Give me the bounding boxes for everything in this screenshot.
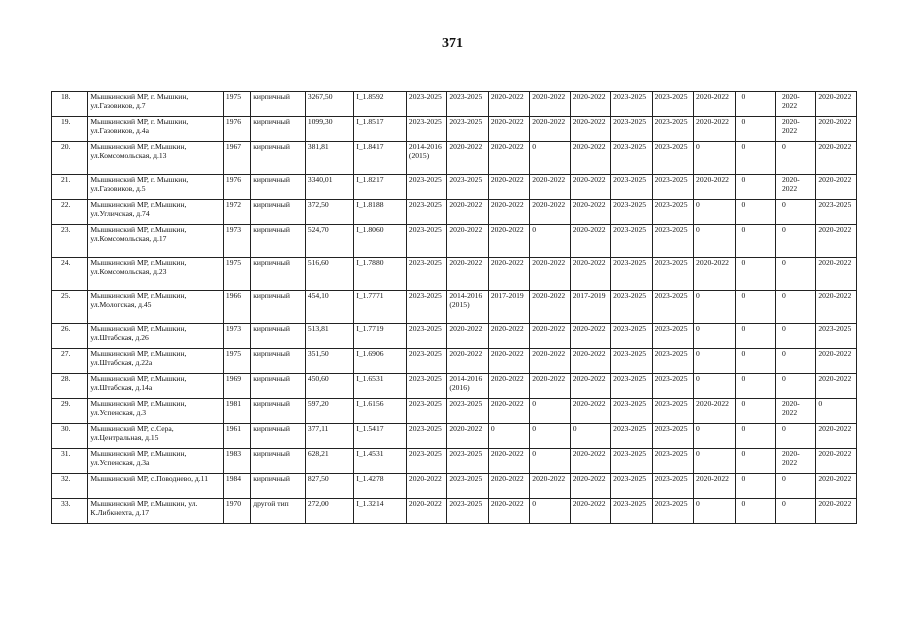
period-cell-c11: 2020-2022 bbox=[816, 449, 857, 474]
period-cell-c3: 2020-2022 bbox=[488, 142, 529, 175]
area-cell: 524,70 bbox=[305, 225, 354, 258]
year-cell: 1976 bbox=[223, 175, 250, 200]
period-cell-c2: 2023-2025 bbox=[447, 449, 488, 474]
material-cell: кирпичный bbox=[251, 399, 306, 424]
period-cell-c1: 2023-2025 bbox=[406, 374, 446, 399]
period-cell-c8: 0 bbox=[694, 142, 735, 175]
period-cell-c5: 2020-2022 bbox=[570, 399, 610, 424]
period-cell-c9: 0 bbox=[735, 499, 775, 524]
row-number: 32. bbox=[52, 474, 88, 499]
period-cell-c11: 2020-2022 bbox=[816, 374, 857, 399]
table-row bbox=[52, 349, 857, 374]
period-cell-c5: 2020-2022 bbox=[570, 225, 610, 258]
address-cell: Мышкинский МР, г.Мышкин, ул.Мологская, д.45 bbox=[88, 291, 224, 324]
row-number: 23. bbox=[52, 225, 88, 258]
row-number: 24. bbox=[52, 258, 88, 291]
period-cell-c3: 2020-2022 bbox=[488, 324, 529, 349]
period-cell-c7: 2023-2025 bbox=[652, 175, 693, 200]
address-cell: Мышкинский МР, г.Мышкин, ул.Успенская, д.3 bbox=[88, 399, 224, 424]
period-cell-c11: 2020-2022 bbox=[816, 92, 857, 117]
period-cell-c1: 2020-2022 bbox=[406, 474, 446, 499]
material-cell: кирпичный bbox=[251, 258, 306, 291]
area-cell: 597,20 bbox=[305, 399, 354, 424]
period-cell-c10: 0 bbox=[775, 424, 815, 449]
period-cell-c6: 2023-2025 bbox=[611, 142, 652, 175]
period-cell-c3: 2020-2022 bbox=[488, 499, 529, 524]
area-cell: 3340,01 bbox=[305, 175, 354, 200]
period-cell-c9: 0 bbox=[735, 424, 775, 449]
row-number: 33. bbox=[52, 499, 88, 524]
period-cell-c7: 2023-2025 bbox=[652, 258, 693, 291]
area-cell: 513,81 bbox=[305, 324, 354, 349]
code-cell: I_1.5417 bbox=[354, 424, 407, 449]
period-cell-c7: 2023-2025 bbox=[652, 142, 693, 175]
year-cell: 1973 bbox=[223, 225, 250, 258]
period-cell-c10: 0 bbox=[775, 374, 815, 399]
year-cell: 1973 bbox=[223, 324, 250, 349]
area-cell: 3267,50 bbox=[305, 92, 354, 117]
period-cell-c2: 2023-2025 bbox=[447, 117, 488, 142]
table-row bbox=[52, 374, 857, 399]
period-cell-c5: 2020-2022 bbox=[570, 324, 610, 349]
code-cell: I_1.8417 bbox=[354, 142, 407, 175]
period-cell-c11: 2023-2025 bbox=[816, 324, 857, 349]
period-cell-c10: 0 bbox=[775, 258, 815, 291]
year-cell: 1966 bbox=[223, 291, 250, 324]
period-cell-c2: 2020-2022 bbox=[447, 324, 488, 349]
area-cell: 450,60 bbox=[305, 374, 354, 399]
period-cell-c6: 2023-2025 bbox=[611, 117, 652, 142]
area-cell: 1099,30 bbox=[305, 117, 354, 142]
period-cell-c8: 0 bbox=[694, 449, 735, 474]
period-cell-c9: 0 bbox=[735, 374, 775, 399]
period-cell-c8: 0 bbox=[694, 200, 735, 225]
material-cell: другой тип bbox=[251, 499, 306, 524]
period-cell-c1: 2023-2025 bbox=[406, 424, 446, 449]
period-cell-c5: 2020-2022 bbox=[570, 449, 610, 474]
period-cell-c4: 2020-2022 bbox=[530, 200, 570, 225]
period-cell-c7: 2023-2025 bbox=[652, 324, 693, 349]
period-cell-c2: 2020-2022 bbox=[447, 258, 488, 291]
period-cell-c10: 0 bbox=[775, 142, 815, 175]
material-cell: кирпичный bbox=[251, 324, 306, 349]
period-cell-c4: 2020-2022 bbox=[530, 374, 570, 399]
table-row bbox=[52, 474, 857, 499]
code-cell: I_1.8592 bbox=[354, 92, 407, 117]
period-cell-c6: 2023-2025 bbox=[611, 175, 652, 200]
table-row bbox=[52, 225, 857, 258]
material-cell: кирпичный bbox=[251, 117, 306, 142]
period-cell-c3: 2020-2022 bbox=[488, 175, 529, 200]
period-cell-c11: 2020-2022 bbox=[816, 225, 857, 258]
period-cell-c9: 0 bbox=[735, 175, 775, 200]
period-cell-c1: 2023-2025 bbox=[406, 349, 446, 374]
material-cell: кирпичный bbox=[251, 349, 306, 374]
period-cell-c5: 0 bbox=[570, 424, 610, 449]
address-cell: Мышкинский МР, г.Мышкин, ул.Успенская, д.3а bbox=[88, 449, 224, 474]
code-cell: I_1.6531 bbox=[354, 374, 407, 399]
code-cell: I_1.3214 bbox=[354, 499, 407, 524]
period-cell-c4: 2020-2022 bbox=[530, 258, 570, 291]
code-cell: I_1.8217 bbox=[354, 175, 407, 200]
code-cell: I_1.4531 bbox=[354, 449, 407, 474]
year-cell: 1975 bbox=[223, 258, 250, 291]
period-cell-c1: 2023-2025 bbox=[406, 258, 446, 291]
code-cell: I_1.6156 bbox=[354, 399, 407, 424]
period-cell-c3: 2020-2022 bbox=[488, 200, 529, 225]
period-cell-c7: 2023-2025 bbox=[652, 225, 693, 258]
period-cell-c7: 2023-2025 bbox=[652, 200, 693, 225]
table-row bbox=[52, 175, 857, 200]
code-cell: I_1.8188 bbox=[354, 200, 407, 225]
address-cell: Мышкинский МР, г. Мышкин, ул.Газовиков, д.5 bbox=[88, 175, 224, 200]
table-row bbox=[52, 258, 857, 291]
table-row bbox=[52, 499, 857, 524]
period-cell-c7: 2023-2025 bbox=[652, 499, 693, 524]
row-number: 20. bbox=[52, 142, 88, 175]
period-cell-c3: 2020-2022 bbox=[488, 449, 529, 474]
period-cell-c3: 2020-2022 bbox=[488, 225, 529, 258]
row-number: 19. bbox=[52, 117, 88, 142]
period-cell-c10: 2020-2022 bbox=[775, 449, 815, 474]
period-cell-c10: 0 bbox=[775, 474, 815, 499]
table-body bbox=[52, 92, 857, 524]
year-cell: 1976 bbox=[223, 117, 250, 142]
address-cell: Мышкинский МР, г.Мышкин, ул.Штабская, д.14а bbox=[88, 374, 224, 399]
period-cell-c2: 2023-2025 bbox=[447, 474, 488, 499]
period-cell-c3: 2020-2022 bbox=[488, 92, 529, 117]
period-cell-c6: 2023-2025 bbox=[611, 474, 652, 499]
period-cell-c1: 2023-2025 bbox=[406, 175, 446, 200]
period-cell-c10: 0 bbox=[775, 499, 815, 524]
period-cell-c5: 2020-2022 bbox=[570, 499, 610, 524]
material-cell: кирпичный bbox=[251, 225, 306, 258]
period-cell-c3: 2020-2022 bbox=[488, 117, 529, 142]
period-cell-c3: 2020-2022 bbox=[488, 349, 529, 374]
period-cell-c6: 2023-2025 bbox=[611, 291, 652, 324]
material-cell: кирпичный bbox=[251, 92, 306, 117]
period-cell-c9: 0 bbox=[735, 258, 775, 291]
material-cell: кирпичный bbox=[251, 474, 306, 499]
row-number: 29. bbox=[52, 399, 88, 424]
material-cell: кирпичный bbox=[251, 291, 306, 324]
year-cell: 1975 bbox=[223, 92, 250, 117]
period-cell-c2: 2020-2022 bbox=[447, 200, 488, 225]
year-cell: 1984 bbox=[223, 474, 250, 499]
row-number: 18. bbox=[52, 92, 88, 117]
year-cell: 1972 bbox=[223, 200, 250, 225]
period-cell-c11: 2020-2022 bbox=[816, 175, 857, 200]
period-cell-c9: 0 bbox=[735, 349, 775, 374]
period-cell-c6: 2023-2025 bbox=[611, 399, 652, 424]
period-cell-c2: 2023-2025 bbox=[447, 499, 488, 524]
period-cell-c6: 2023-2025 bbox=[611, 258, 652, 291]
period-cell-c6: 2023-2025 bbox=[611, 374, 652, 399]
period-cell-c8: 2020-2022 bbox=[694, 258, 735, 291]
period-cell-c11: 2020-2022 bbox=[816, 258, 857, 291]
period-cell-c9: 0 bbox=[735, 142, 775, 175]
period-cell-c6: 2023-2025 bbox=[611, 449, 652, 474]
period-cell-c11: 2020-2022 bbox=[816, 474, 857, 499]
period-cell-c8: 0 bbox=[694, 324, 735, 349]
area-cell: 272,00 bbox=[305, 499, 354, 524]
period-cell-c4: 2020-2022 bbox=[530, 324, 570, 349]
period-cell-c11: 2023-2025 bbox=[816, 200, 857, 225]
period-cell-c2: 2023-2025 bbox=[447, 175, 488, 200]
row-number: 28. bbox=[52, 374, 88, 399]
table-row bbox=[52, 291, 857, 324]
period-cell-c9: 0 bbox=[735, 449, 775, 474]
period-cell-c8: 0 bbox=[694, 291, 735, 324]
period-cell-c10: 0 bbox=[775, 349, 815, 374]
material-cell: кирпичный bbox=[251, 175, 306, 200]
period-cell-c5: 2017-2019 bbox=[570, 291, 610, 324]
period-cell-c5: 2020-2022 bbox=[570, 258, 610, 291]
period-cell-c1: 2023-2025 bbox=[406, 324, 446, 349]
period-cell-c7: 2023-2025 bbox=[652, 291, 693, 324]
period-cell-c7: 2023-2025 bbox=[652, 92, 693, 117]
period-cell-c5: 2020-2022 bbox=[570, 200, 610, 225]
year-cell: 1970 bbox=[223, 499, 250, 524]
period-cell-c4: 0 bbox=[530, 424, 570, 449]
period-cell-c9: 0 bbox=[735, 117, 775, 142]
period-cell-c9: 0 bbox=[735, 92, 775, 117]
period-cell-c8: 2020-2022 bbox=[694, 92, 735, 117]
period-cell-c11: 2020-2022 bbox=[816, 291, 857, 324]
table-row bbox=[52, 449, 857, 474]
period-cell-c11: 2020-2022 bbox=[816, 424, 857, 449]
period-cell-c8: 2020-2022 bbox=[694, 474, 735, 499]
period-cell-c2: 2020-2022 bbox=[447, 349, 488, 374]
period-cell-c6: 2023-2025 bbox=[611, 424, 652, 449]
code-cell: I_1.7719 bbox=[354, 324, 407, 349]
period-cell-c2: 2020-2022 bbox=[447, 142, 488, 175]
area-cell: 372,50 bbox=[305, 200, 354, 225]
period-cell-c5: 2020-2022 bbox=[570, 117, 610, 142]
period-cell-c3: 2020-2022 bbox=[488, 374, 529, 399]
period-cell-c1: 2023-2025 bbox=[406, 449, 446, 474]
period-cell-c7: 2023-2025 bbox=[652, 449, 693, 474]
period-cell-c9: 0 bbox=[735, 200, 775, 225]
period-cell-c5: 2020-2022 bbox=[570, 92, 610, 117]
address-cell: Мышкинский МР, с.Поводнево, д.11 bbox=[88, 474, 224, 499]
period-cell-c7: 2023-2025 bbox=[652, 374, 693, 399]
code-cell: I_1.7771 bbox=[354, 291, 407, 324]
area-cell: 381,81 bbox=[305, 142, 354, 175]
period-cell-c11: 0 bbox=[816, 399, 857, 424]
period-cell-c11: 2020-2022 bbox=[816, 117, 857, 142]
period-cell-c10: 0 bbox=[775, 324, 815, 349]
period-cell-c5: 2020-2022 bbox=[570, 175, 610, 200]
period-cell-c10: 0 bbox=[775, 291, 815, 324]
year-cell: 1981 bbox=[223, 399, 250, 424]
period-cell-c3: 2020-2022 bbox=[488, 474, 529, 499]
period-cell-c3: 2020-2022 bbox=[488, 258, 529, 291]
period-cell-c4: 0 bbox=[530, 225, 570, 258]
page-number: 371 bbox=[442, 36, 463, 51]
code-cell: I_1.8060 bbox=[354, 225, 407, 258]
period-cell-c6: 2023-2025 bbox=[611, 349, 652, 374]
period-cell-c8: 2020-2022 bbox=[694, 399, 735, 424]
address-cell: Мышкинский МР, г.Мышкин, ул.Штабская, д.22а bbox=[88, 349, 224, 374]
period-cell-c3: 2017-2019 bbox=[488, 291, 529, 324]
row-number: 22. bbox=[52, 200, 88, 225]
table-row bbox=[52, 424, 857, 449]
period-cell-c6: 2023-2025 bbox=[611, 324, 652, 349]
area-cell: 454,10 bbox=[305, 291, 354, 324]
row-number: 30. bbox=[52, 424, 88, 449]
period-cell-c4: 2020-2022 bbox=[530, 291, 570, 324]
period-cell-c4: 2020-2022 bbox=[530, 349, 570, 374]
table-row bbox=[52, 92, 857, 117]
material-cell: кирпичный bbox=[251, 374, 306, 399]
row-number: 27. bbox=[52, 349, 88, 374]
period-cell-c7: 2023-2025 bbox=[652, 117, 693, 142]
period-cell-c1: 2023-2025 bbox=[406, 117, 446, 142]
period-cell-c2: 2020-2022 bbox=[447, 225, 488, 258]
period-cell-c7: 2023-2025 bbox=[652, 349, 693, 374]
table-row bbox=[52, 399, 857, 424]
period-cell-c5: 2020-2022 bbox=[570, 474, 610, 499]
period-cell-c2: 2014-2016 (2016) bbox=[447, 374, 488, 399]
area-cell: 827,50 bbox=[305, 474, 354, 499]
material-cell: кирпичный bbox=[251, 142, 306, 175]
address-cell: Мышкинский МР, г.Мышкин, ул. К.Либкнехта, д.17 bbox=[88, 499, 224, 524]
period-cell-c10: 2020-2022 bbox=[775, 399, 815, 424]
period-cell-c4: 2020-2022 bbox=[530, 117, 570, 142]
period-cell-c11: 2020-2022 bbox=[816, 142, 857, 175]
period-cell-c4: 0 bbox=[530, 449, 570, 474]
period-cell-c10: 2020-2022 bbox=[775, 92, 815, 117]
period-cell-c1: 2023-2025 bbox=[406, 92, 446, 117]
code-cell: I_1.8517 bbox=[354, 117, 407, 142]
address-cell: Мышкинский МР, г.Мышкин, ул.Комсомольская, д.17 bbox=[88, 225, 224, 258]
address-cell: Мышкинский МР, г. Мышкин, ул.Газовиков, д.7 bbox=[88, 92, 224, 117]
table-row bbox=[52, 117, 857, 142]
period-cell-c9: 0 bbox=[735, 474, 775, 499]
period-cell-c4: 2020-2022 bbox=[530, 92, 570, 117]
period-cell-c2: 2023-2025 bbox=[447, 92, 488, 117]
period-cell-c4: 0 bbox=[530, 142, 570, 175]
period-cell-c10: 2020-2022 bbox=[775, 117, 815, 142]
material-cell: кирпичный bbox=[251, 200, 306, 225]
row-number: 25. bbox=[52, 291, 88, 324]
period-cell-c8: 0 bbox=[694, 424, 735, 449]
material-cell: кирпичный bbox=[251, 424, 306, 449]
period-cell-c1: 2023-2025 bbox=[406, 291, 446, 324]
period-cell-c9: 0 bbox=[735, 324, 775, 349]
period-cell-c6: 2023-2025 bbox=[611, 200, 652, 225]
period-cell-c7: 2023-2025 bbox=[652, 399, 693, 424]
period-cell-c8: 0 bbox=[694, 225, 735, 258]
material-cell: кирпичный bbox=[251, 449, 306, 474]
address-cell: Мышкинский МР, г.Мышкин, ул.Штабская, д.26 bbox=[88, 324, 224, 349]
area-cell: 628,21 bbox=[305, 449, 354, 474]
address-cell: Мышкинский МР, с.Сера, ул.Центральная, д.15 bbox=[88, 424, 224, 449]
period-cell-c9: 0 bbox=[735, 399, 775, 424]
period-cell-c6: 2023-2025 bbox=[611, 225, 652, 258]
table-row bbox=[52, 200, 857, 225]
period-cell-c5: 2020-2022 bbox=[570, 374, 610, 399]
address-cell: Мышкинский МР, г.Мышкин, ул.Угличская, д.74 bbox=[88, 200, 224, 225]
period-cell-c4: 2020-2022 bbox=[530, 474, 570, 499]
period-cell-c10: 0 bbox=[775, 225, 815, 258]
code-cell: I_1.6906 bbox=[354, 349, 407, 374]
period-cell-c8: 2020-2022 bbox=[694, 117, 735, 142]
row-number: 21. bbox=[52, 175, 88, 200]
year-cell: 1975 bbox=[223, 349, 250, 374]
table-row bbox=[52, 324, 857, 349]
period-cell-c10: 0 bbox=[775, 200, 815, 225]
address-cell: Мышкинский МР, г. Мышкин, ул.Газовиков, д.4а bbox=[88, 117, 224, 142]
year-cell: 1969 bbox=[223, 374, 250, 399]
period-cell-c2: 2020-2022 bbox=[447, 424, 488, 449]
code-cell: I_1.7880 bbox=[354, 258, 407, 291]
period-cell-c2: 2023-2025 bbox=[447, 399, 488, 424]
period-cell-c3: 2020-2022 bbox=[488, 399, 529, 424]
year-cell: 1983 bbox=[223, 449, 250, 474]
period-cell-c6: 2023-2025 bbox=[611, 92, 652, 117]
row-number: 31. bbox=[52, 449, 88, 474]
period-cell-c1: 2023-2025 bbox=[406, 399, 446, 424]
period-cell-c6: 2023-2025 bbox=[611, 499, 652, 524]
period-cell-c8: 2020-2022 bbox=[694, 175, 735, 200]
period-cell-c8: 0 bbox=[694, 499, 735, 524]
period-cell-c11: 2020-2022 bbox=[816, 349, 857, 374]
area-cell: 516,60 bbox=[305, 258, 354, 291]
table-row bbox=[52, 142, 857, 175]
period-cell-c2: 2014-2016 (2015) bbox=[447, 291, 488, 324]
period-cell-c5: 2020-2022 bbox=[570, 142, 610, 175]
area-cell: 351,50 bbox=[305, 349, 354, 374]
address-cell: Мышкинский МР, г.Мышкин, ул.Комсомольская, д.13 bbox=[88, 142, 224, 175]
period-cell-c5: 2020-2022 bbox=[570, 349, 610, 374]
period-cell-c9: 0 bbox=[735, 291, 775, 324]
period-cell-c8: 0 bbox=[694, 349, 735, 374]
period-cell-c4: 2020-2022 bbox=[530, 175, 570, 200]
period-cell-c4: 0 bbox=[530, 399, 570, 424]
housing-registry-table bbox=[51, 91, 857, 524]
period-cell-c10: 2020-2022 bbox=[775, 175, 815, 200]
period-cell-c1: 2023-2025 bbox=[406, 225, 446, 258]
period-cell-c7: 2023-2025 bbox=[652, 424, 693, 449]
period-cell-c11: 2020-2022 bbox=[816, 499, 857, 524]
period-cell-c1: 2020-2022 bbox=[406, 499, 446, 524]
period-cell-c1: 2023-2025 bbox=[406, 200, 446, 225]
period-cell-c4: 0 bbox=[530, 499, 570, 524]
year-cell: 1961 bbox=[223, 424, 250, 449]
address-cell: Мышкинский МР, г.Мышкин, ул.Комсомольская, д.23 bbox=[88, 258, 224, 291]
period-cell-c7: 2023-2025 bbox=[652, 474, 693, 499]
area-cell: 377,11 bbox=[305, 424, 354, 449]
period-cell-c8: 0 bbox=[694, 374, 735, 399]
period-cell-c9: 0 bbox=[735, 225, 775, 258]
period-cell-c1: 2014-2016 (2015) bbox=[406, 142, 446, 175]
code-cell: I_1.4278 bbox=[354, 474, 407, 499]
period-cell-c3: 0 bbox=[488, 424, 529, 449]
row-number: 26. bbox=[52, 324, 88, 349]
year-cell: 1967 bbox=[223, 142, 250, 175]
